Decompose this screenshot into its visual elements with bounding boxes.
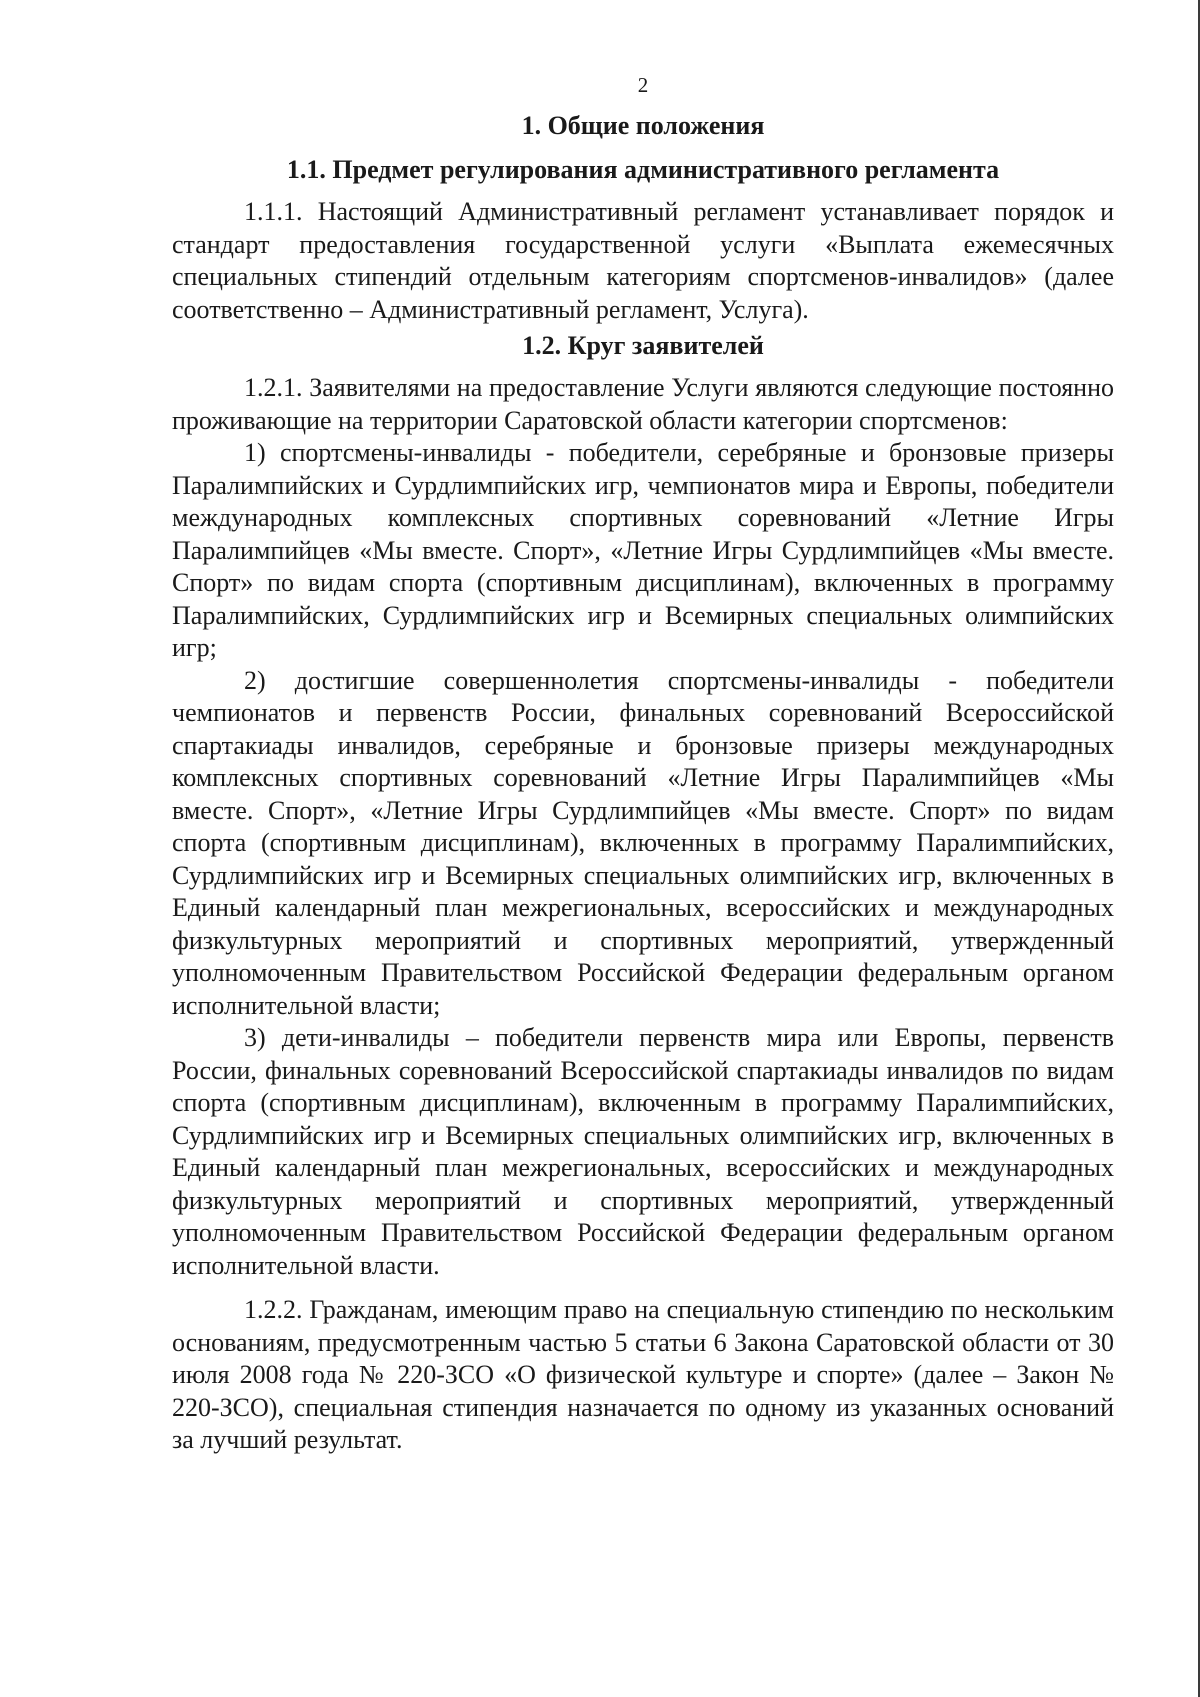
list-item-3: 3) дети-инвалиды – победители первенств мира или Европы, первенств России, финальных соревнований Всероссийской спартакиады инвалидов по видам спорта (спортивным дисциплинам), включенным в программу Паралимпийских, Сурдлимпийских игр и Всемирных специальных олимпийских игр, включенных в Единый календарный план межрегиональных, всероссийских и международных физкультурных мероприятий и спортивных мероприятий, утвержденный уполномоченным Правительством Российской Федерации федеральным органом исполнительной власти. <box>172 1023 1114 1280</box>
paragraph-1-1-1: 1.1.1. Настоящий Административный регламент устанавливает порядок и стандарт предоставления государственной услуги «Выплата ежемесячных специальных стипендий отдельным категориям спортсменов-инвалидов» (далее соответственно – Административный регламент, Услуга). <box>172 197 1114 324</box>
list-item-1: 1) спортсмены-инвалиды - победители, серебряные и бронзовые призеры Паралимпийских и Сурдлимпийских игр, чемпионатов мира и Европы, победители международных комплексных спортивных соревнований «Летние Игры Паралимпийцев «Мы вместе. Спорт», «Летние Игры Сурдлимпийцев «Мы вместе. Спорт» по видам спорта (спортивным дисциплинам), включенных в программу Паралимпийских, Сурдлимпийских игр и Всемирных специальных олимпийских игр; <box>172 438 1114 662</box>
document-page <box>172 70 1114 1457</box>
subsection-1-1-title: 1.1. Предмет регулирования административного регламента <box>286 155 1000 184</box>
subsection-1-2-title: 1.2. Круг заявителей <box>522 331 764 360</box>
section-title: 1. Общие положения <box>521 111 765 140</box>
list-item-2: 2) достигшие совершеннолетия спортсмены-инвалиды - победители чемпионатов и первенств России, финальных соревнований Всероссийской спартакиады инвалидов, серебряные и бронзовые призеры международных комплексных спортивных соревнований «Летние Игры Паралимпийцев «Мы вместе. Спорт», «Летние Игры Сурдлимпийцев «Мы вместе. Спорт» по видам спорта (спортивным дисциплинам), включенных в программу Паралимпийских, Сурдлимпийских игр и Всемирных специальных олимпийских игр, включенных в Единый календарный план межрегиональных, всероссийских и международных физкультурных мероприятий и спортивных мероприятий, утвержденный уполномоченным Правительством Российской Федерации федеральным органом исполнительной власти; <box>172 665 1114 1020</box>
paragraph-1-2-1: 1.2.1. Заявителями на предоставление Услуги являются следующие постоянно проживающие на территории Саратовской области категории спортсменов: <box>172 373 1114 435</box>
paragraph-1-2-2: 1.2.2. Гражданам, имеющим право на специальную стипендию по нескольким основаниям, предусмотренным частью 5 статьи 6 Закона Саратовской области от 30 июля 2008 года № 220-ЗСО «О физической культуре и спорте» (далее – Закон № 220-ЗСО), специальная стипендия назначается по одному из указанных оснований за лучший результат. <box>172 1295 1114 1454</box>
page-number: 2 <box>637 73 649 97</box>
